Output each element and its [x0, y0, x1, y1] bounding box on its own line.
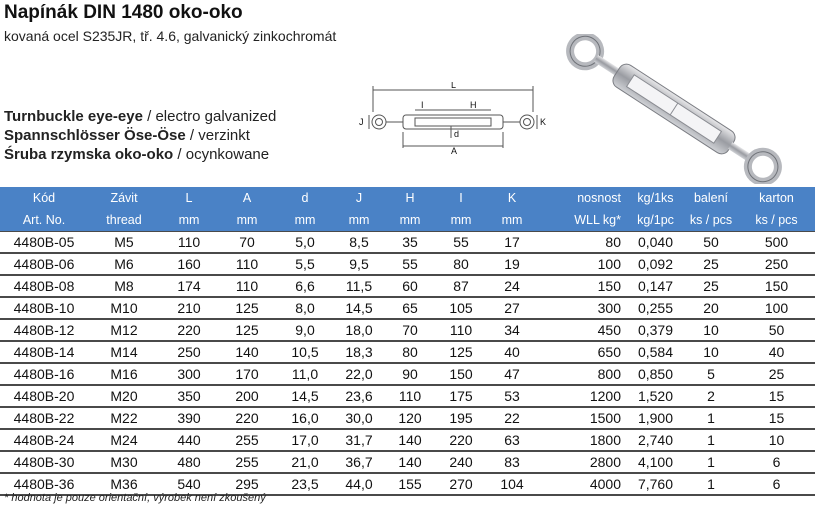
table-cell: 540	[160, 473, 218, 495]
column-header: mm	[218, 209, 276, 232]
column-header: L	[160, 187, 218, 209]
table-cell: M8	[88, 275, 160, 297]
table-cell: 25	[684, 275, 738, 297]
table-cell: 160	[160, 253, 218, 275]
translation-finish: / electro galvanized	[142, 108, 277, 125]
table-cell: 1	[684, 473, 738, 495]
table-cell: 4480B-36	[0, 473, 88, 495]
table-cell: 44,0	[334, 473, 384, 495]
table-cell: 300	[160, 363, 218, 385]
table-cell: M22	[88, 407, 160, 429]
table-cell: 9,5	[334, 253, 384, 275]
table-row	[0, 407, 815, 429]
table-cell: 14,5	[334, 297, 384, 319]
table-cell: 0,092	[627, 253, 684, 275]
table-row	[0, 232, 815, 254]
column-header: H	[384, 187, 436, 209]
table-cell: 150	[436, 363, 486, 385]
table-cell: 0,255	[627, 297, 684, 319]
table-cell: 150	[738, 275, 815, 297]
table-cell: 11,0	[276, 363, 334, 385]
table-cell: 0,147	[627, 275, 684, 297]
table-cell: M14	[88, 341, 160, 363]
table-cell: 80	[436, 253, 486, 275]
label-d: d	[454, 129, 460, 139]
table-cell: 1	[684, 451, 738, 473]
table-cell: 1800	[538, 429, 627, 451]
page-title: Napínák DIN 1480 oko-oko	[4, 2, 243, 23]
table-cell: 1,520	[627, 385, 684, 407]
table-cell: 125	[218, 297, 276, 319]
table-cell: 6	[738, 451, 815, 473]
footnote: * hodnota je pouze orientační, výrobek není zkoušený	[4, 492, 266, 504]
translation-name: Spannschlösser Öse-Öse	[4, 127, 186, 144]
table-cell: 1	[684, 429, 738, 451]
table-cell: M10	[88, 297, 160, 319]
column-header: nosnost	[538, 187, 627, 209]
table-cell: 19	[486, 253, 538, 275]
table-cell: 250	[738, 253, 815, 275]
table-cell: 255	[218, 429, 276, 451]
table-cell: 5,0	[276, 232, 334, 254]
table-cell: 250	[160, 341, 218, 363]
table-cell: 40	[738, 341, 815, 363]
table-cell: 5	[684, 363, 738, 385]
table-cell: 0,850	[627, 363, 684, 385]
label-L: L	[451, 82, 457, 90]
table-cell: 270	[436, 473, 486, 495]
table-cell: 150	[538, 275, 627, 297]
table-cell: 6	[738, 473, 815, 495]
label-I: I	[421, 100, 424, 110]
table-cell: 55	[384, 253, 436, 275]
table-cell: 650	[538, 341, 627, 363]
table-cell: 480	[160, 451, 218, 473]
translation-finish: / ocynkowane	[173, 146, 270, 163]
column-header: A	[218, 187, 276, 209]
table-cell: 16,0	[276, 407, 334, 429]
table-row	[0, 297, 815, 319]
table-cell: 175	[436, 385, 486, 407]
table-cell: 4480B-22	[0, 407, 88, 429]
column-header: thread	[88, 209, 160, 232]
table-cell: 25	[738, 363, 815, 385]
table-cell: 22	[486, 407, 538, 429]
table-cell: 8,0	[276, 297, 334, 319]
table-cell: 22,0	[334, 363, 384, 385]
table-cell: 4480B-24	[0, 429, 88, 451]
table-row	[0, 385, 815, 407]
table-cell: 23,5	[276, 473, 334, 495]
specs-table	[0, 187, 815, 496]
table-cell: 140	[218, 341, 276, 363]
dimension-diagram	[355, 82, 555, 154]
table-row	[0, 275, 815, 297]
table-cell: M36	[88, 473, 160, 495]
column-header: ks / pcs	[684, 209, 738, 232]
table-cell: 8,5	[334, 232, 384, 254]
table-cell: 65	[384, 297, 436, 319]
table-cell: 120	[384, 407, 436, 429]
table-cell: M6	[88, 253, 160, 275]
table-cell: 2800	[538, 451, 627, 473]
table-cell: 80	[384, 341, 436, 363]
column-header: mm	[276, 209, 334, 232]
table-cell: 295	[218, 473, 276, 495]
table-cell: 83	[486, 451, 538, 473]
table-cell: 4,100	[627, 451, 684, 473]
table-cell: 50	[738, 319, 815, 341]
table-cell: 30,0	[334, 407, 384, 429]
column-header: mm	[334, 209, 384, 232]
table-cell: 80	[538, 232, 627, 254]
table-row	[0, 319, 815, 341]
table-cell: 195	[436, 407, 486, 429]
column-header: Kód	[0, 187, 88, 209]
table-cell: 10,5	[276, 341, 334, 363]
column-header: WLL kg*	[538, 209, 627, 232]
label-A: A	[451, 146, 458, 154]
column-header: kg/1pc	[627, 209, 684, 232]
column-header: mm	[384, 209, 436, 232]
column-header: mm	[160, 209, 218, 232]
table-cell: 170	[218, 363, 276, 385]
table-cell: 31,7	[334, 429, 384, 451]
table-cell: 70	[218, 232, 276, 254]
table-cell: 110	[384, 385, 436, 407]
table-cell: 90	[384, 363, 436, 385]
header-row-1	[0, 187, 815, 209]
table-cell: M16	[88, 363, 160, 385]
table-cell: 1,900	[627, 407, 684, 429]
table-cell: 390	[160, 407, 218, 429]
table-cell: M30	[88, 451, 160, 473]
table-cell: 100	[738, 297, 815, 319]
table-cell: 4480B-08	[0, 275, 88, 297]
table-cell: 220	[160, 319, 218, 341]
column-header: ks / pcs	[738, 209, 815, 232]
turnbuckle-image	[548, 34, 800, 184]
table-cell: 24	[486, 275, 538, 297]
label-H: H	[470, 100, 477, 110]
table-cell: 4480B-20	[0, 385, 88, 407]
column-header: balení	[684, 187, 738, 209]
table-cell: 21,0	[276, 451, 334, 473]
table-cell: 4480B-30	[0, 451, 88, 473]
table-cell: 5,5	[276, 253, 334, 275]
translation-finish: / verzinkt	[185, 127, 250, 144]
table-row	[0, 429, 815, 451]
table-cell: 4480B-16	[0, 363, 88, 385]
column-header: Art. No.	[0, 209, 88, 232]
table-cell: 4480B-05	[0, 232, 88, 254]
table-cell: 50	[684, 232, 738, 254]
table-cell: 47	[486, 363, 538, 385]
table-cell: 4480B-14	[0, 341, 88, 363]
table-cell: 9,0	[276, 319, 334, 341]
table-cell: 110	[218, 253, 276, 275]
table-cell: 450	[538, 319, 627, 341]
table-cell: 10	[738, 429, 815, 451]
table-cell: 240	[436, 451, 486, 473]
table-cell: 25	[684, 253, 738, 275]
label-J: J	[359, 117, 364, 127]
table-cell: M24	[88, 429, 160, 451]
table-cell: 1500	[538, 407, 627, 429]
table-cell: 105	[436, 297, 486, 319]
table-cell: 17,0	[276, 429, 334, 451]
table-cell: 10	[684, 319, 738, 341]
table-cell: 800	[538, 363, 627, 385]
table-cell: 125	[436, 341, 486, 363]
column-header: karton	[738, 187, 815, 209]
column-header: I	[436, 187, 486, 209]
column-header: mm	[486, 209, 538, 232]
table-cell: 14,5	[276, 385, 334, 407]
table-row	[0, 253, 815, 275]
table-cell: 34	[486, 319, 538, 341]
table-cell: 6,6	[276, 275, 334, 297]
table-cell: 7,760	[627, 473, 684, 495]
table-cell: 20	[684, 297, 738, 319]
table-cell: 155	[384, 473, 436, 495]
table-cell: 125	[218, 319, 276, 341]
table-cell: 17	[486, 232, 538, 254]
table-cell: 40	[486, 341, 538, 363]
table-cell: 11,5	[334, 275, 384, 297]
column-header: K	[486, 187, 538, 209]
table-cell: 220	[218, 407, 276, 429]
column-header: mm	[436, 209, 486, 232]
table-cell: 220	[436, 429, 486, 451]
table-row	[0, 341, 815, 363]
table-cell: 23,6	[334, 385, 384, 407]
table-cell: 200	[218, 385, 276, 407]
table-cell: 36,7	[334, 451, 384, 473]
table-cell: 18,3	[334, 341, 384, 363]
table-cell: 100	[538, 253, 627, 275]
table-cell: 4480B-10	[0, 297, 88, 319]
table-cell: M5	[88, 232, 160, 254]
table-cell: 140	[384, 429, 436, 451]
table-cell: 1	[684, 407, 738, 429]
table-cell: 4480B-06	[0, 253, 88, 275]
table-cell: 60	[384, 275, 436, 297]
table-cell: 0,584	[627, 341, 684, 363]
table-cell: 300	[538, 297, 627, 319]
table-cell: 140	[384, 451, 436, 473]
column-header: J	[334, 187, 384, 209]
header-row-2	[0, 209, 815, 232]
table-cell: 255	[218, 451, 276, 473]
table-cell: 15	[738, 407, 815, 429]
table-row	[0, 451, 815, 473]
table-cell: 110	[160, 232, 218, 254]
table-cell: 15	[738, 385, 815, 407]
page-subtitle: kovaná ocel S235JR, tř. 4.6, galvanický zinkochromát	[4, 28, 337, 44]
table-cell: 35	[384, 232, 436, 254]
table-cell: 10	[684, 341, 738, 363]
table-cell: 18,0	[334, 319, 384, 341]
table-cell: 2,740	[627, 429, 684, 451]
table-row	[0, 363, 815, 385]
table-cell: 440	[160, 429, 218, 451]
table-cell: 63	[486, 429, 538, 451]
table-cell: 70	[384, 319, 436, 341]
table-cell: 55	[436, 232, 486, 254]
table-cell: 53	[486, 385, 538, 407]
table-cell: 104	[486, 473, 538, 495]
label-K: K	[540, 117, 547, 127]
table-cell: 2	[684, 385, 738, 407]
table-cell: 0,040	[627, 232, 684, 254]
translation-en	[4, 108, 276, 125]
translation-pl	[4, 146, 269, 163]
table-cell: 174	[160, 275, 218, 297]
table-cell: 210	[160, 297, 218, 319]
table-cell: M20	[88, 385, 160, 407]
table-cell: 87	[436, 275, 486, 297]
table-cell: 4480B-12	[0, 319, 88, 341]
table-cell: M12	[88, 319, 160, 341]
table-cell: 1200	[538, 385, 627, 407]
table-cell: 110	[436, 319, 486, 341]
table-cell: 0,379	[627, 319, 684, 341]
column-header: Závit	[88, 187, 160, 209]
column-header: d	[276, 187, 334, 209]
table-cell: 27	[486, 297, 538, 319]
column-header: kg/1ks	[627, 187, 684, 209]
translation-name: Śruba rzymska oko-oko	[4, 146, 174, 163]
translation-name: Turnbuckle eye-eye	[4, 108, 143, 125]
table-cell: 350	[160, 385, 218, 407]
translation-de	[4, 127, 250, 144]
table-cell: 500	[738, 232, 815, 254]
table-cell: 4000	[538, 473, 627, 495]
table-cell: 110	[218, 275, 276, 297]
